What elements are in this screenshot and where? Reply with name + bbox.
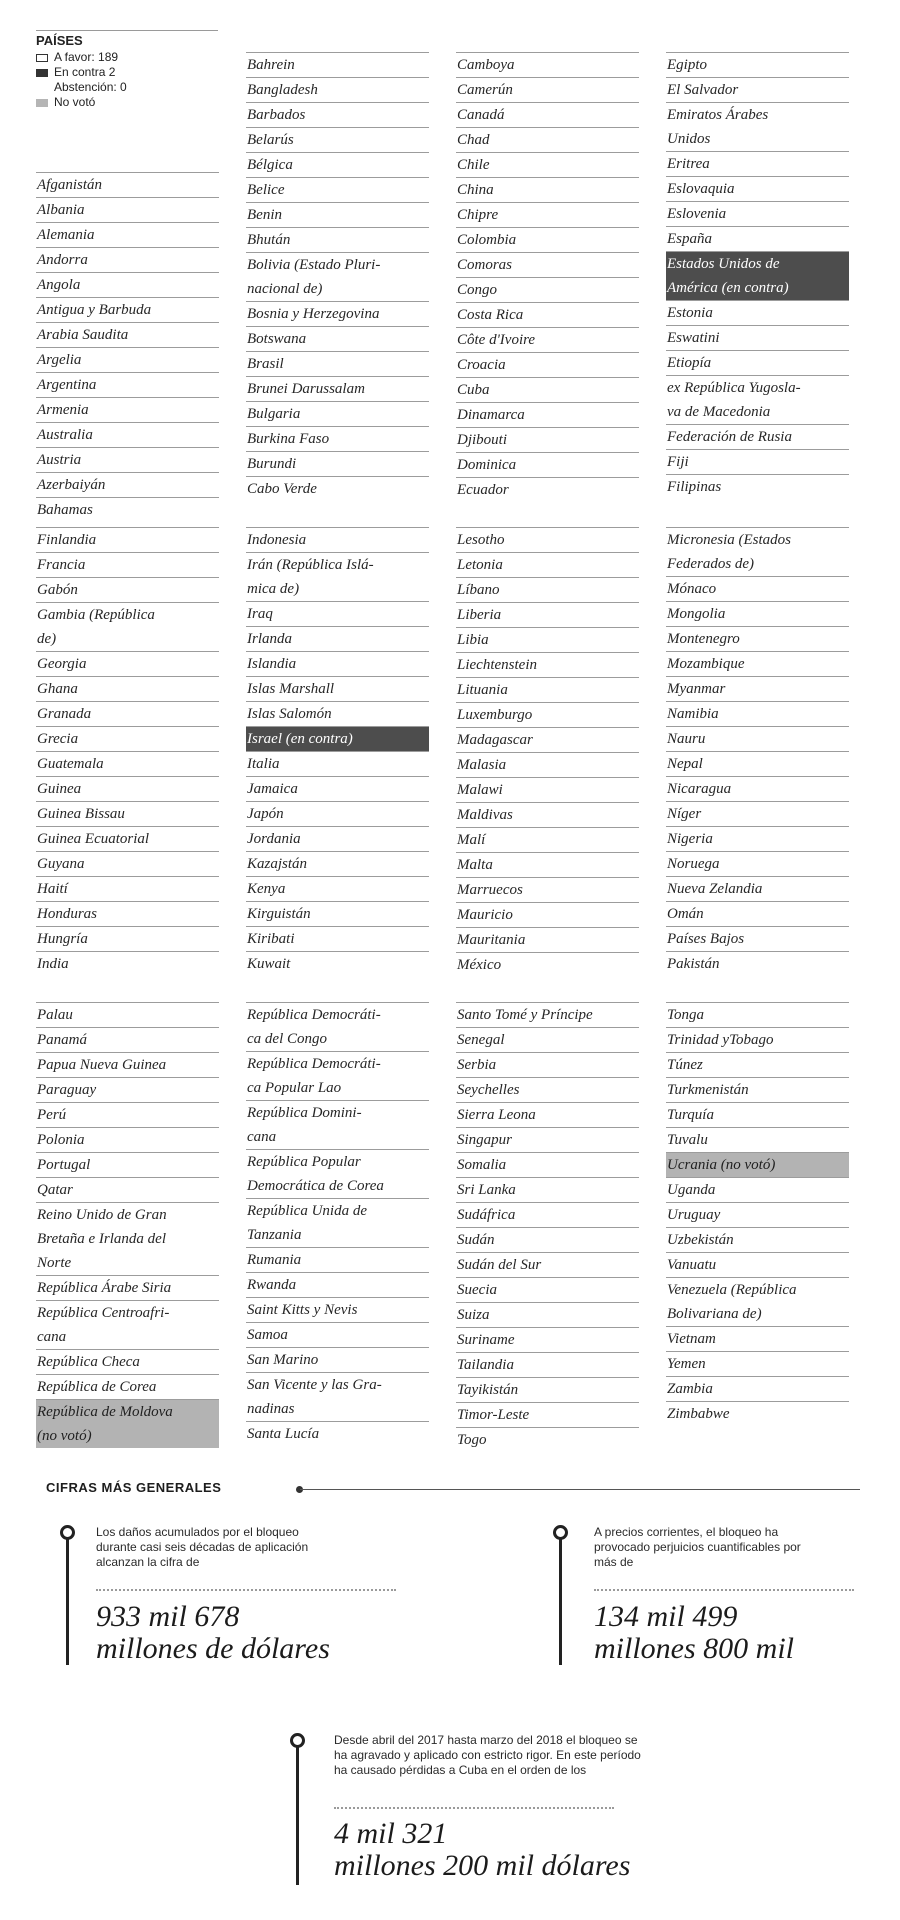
country-column bbox=[666, 1002, 849, 1426]
country-row: Guinea Bissau bbox=[36, 801, 219, 826]
legend-title: PAÍSES bbox=[36, 30, 218, 48]
country-row: Botswana bbox=[246, 326, 429, 351]
stat-description bbox=[334, 1733, 641, 1778]
country-row: Portugal bbox=[36, 1152, 219, 1177]
country-row: Uruguay bbox=[666, 1202, 849, 1227]
country-row: Guinea Ecuatorial bbox=[36, 826, 219, 851]
country-row: Bangladesh bbox=[246, 77, 429, 102]
country-row: Etiopía bbox=[666, 350, 849, 375]
figure-line: 4 mil 321 bbox=[334, 1817, 448, 1850]
country-row: Mauritania bbox=[456, 927, 639, 952]
white-square-icon bbox=[36, 54, 48, 62]
country-row: Vanuatu bbox=[666, 1252, 849, 1277]
country-row: Argentina bbox=[36, 372, 219, 397]
country-row: República Árabe Siria bbox=[36, 1275, 219, 1300]
country-row: Bretaña e Irlanda del bbox=[37, 1231, 167, 1247]
country-row: República Democráti- bbox=[246, 1051, 429, 1076]
country-row: Qatar bbox=[36, 1177, 219, 1202]
country-row: Islas Marshall bbox=[246, 676, 429, 701]
figure-line: 933 mil 678 bbox=[96, 1600, 240, 1633]
country-row: (no votó) bbox=[36, 1424, 219, 1448]
country-row: Tuvalu bbox=[666, 1127, 849, 1152]
summary-rule bbox=[300, 1489, 860, 1490]
country-row: Cuba bbox=[456, 377, 639, 402]
country-row: Ghana bbox=[36, 676, 219, 701]
country-row: Arabia Saudita bbox=[36, 322, 219, 347]
country-row: Rwanda bbox=[246, 1272, 429, 1297]
country-row: Burundi bbox=[246, 451, 429, 476]
country-row: Togo bbox=[456, 1427, 639, 1452]
legend-label: No votó bbox=[54, 95, 96, 109]
country-column bbox=[456, 527, 639, 977]
country-row: Reino Unido de Gran bbox=[36, 1202, 219, 1227]
country-row: va de Macedonia bbox=[667, 404, 771, 420]
country-row: Granada bbox=[36, 701, 219, 726]
country-row: República Unida de bbox=[246, 1198, 429, 1223]
country-row: Filipinas bbox=[666, 474, 849, 499]
country-row: Eslovenia bbox=[666, 201, 849, 226]
country-row: Emiratos Árabes bbox=[666, 102, 849, 127]
country-row: Paraguay bbox=[36, 1077, 219, 1102]
country-row: Pakistán bbox=[666, 951, 849, 976]
country-row: Azerbaiyán bbox=[36, 472, 219, 497]
country-row: Francia bbox=[36, 552, 219, 577]
country-row: Japón bbox=[246, 801, 429, 826]
country-row: Timor-Leste bbox=[456, 1402, 639, 1427]
country-row: Brunei Darussalam bbox=[246, 376, 429, 401]
country-row: Irlanda bbox=[246, 626, 429, 651]
country-row: Seychelles bbox=[456, 1077, 639, 1102]
country-row: Malí bbox=[456, 827, 639, 852]
country-row: Dinamarca bbox=[456, 402, 639, 427]
country-row: Uzbekistán bbox=[666, 1227, 849, 1252]
country-row: Sudán del Sur bbox=[456, 1252, 639, 1277]
country-row: Kirguistán bbox=[246, 901, 429, 926]
country-row: Trinidad yTobago bbox=[666, 1027, 849, 1052]
country-row: Nigeria bbox=[666, 826, 849, 851]
country-row: Benin bbox=[246, 202, 429, 227]
legend-item-no-voto bbox=[36, 95, 218, 110]
country-row: Italia bbox=[246, 751, 429, 776]
country-row: Comoras bbox=[456, 252, 639, 277]
country-row: Iraq bbox=[246, 601, 429, 626]
country-row: Eslovaquia bbox=[666, 176, 849, 201]
country-row: Sudáfrica bbox=[456, 1202, 639, 1227]
desc-line: A precios corrientes, el bloqueo ha bbox=[594, 1525, 779, 1539]
country-row: Sierra Leona bbox=[456, 1102, 639, 1127]
country-row: Canadá bbox=[456, 102, 639, 127]
desc-line: alcanzan la cifra de bbox=[96, 1555, 200, 1569]
country-row: Grecia bbox=[36, 726, 219, 751]
country-row: Democrática de Corea bbox=[247, 1178, 384, 1194]
country-row: Federación de Rusia bbox=[666, 424, 849, 449]
country-column bbox=[36, 172, 219, 522]
country-row: Sudán bbox=[456, 1227, 639, 1252]
pin-line bbox=[296, 1747, 299, 1885]
country-row: Tanzania bbox=[247, 1227, 302, 1243]
desc-line: ha causado pérdidas a Cuba en el orden de los bbox=[334, 1763, 587, 1777]
country-row: Tonga bbox=[666, 1002, 849, 1027]
country-row: Austria bbox=[36, 447, 219, 472]
country-row: Turkmenistán bbox=[666, 1077, 849, 1102]
legend-item-abstencion bbox=[36, 80, 218, 95]
country-row: Zimbabwe bbox=[666, 1401, 849, 1426]
country-row: Letonia bbox=[456, 552, 639, 577]
country-row: Afganistán bbox=[36, 172, 219, 197]
country-row: Uganda bbox=[666, 1177, 849, 1202]
country-row: Mozambique bbox=[666, 651, 849, 676]
country-row: América (en contra) bbox=[666, 276, 849, 300]
country-row: Bhután bbox=[246, 227, 429, 252]
country-row: Malta bbox=[456, 852, 639, 877]
country-row: México bbox=[456, 952, 639, 977]
legend-label: A favor: 189 bbox=[54, 50, 119, 64]
dotted-separator bbox=[594, 1589, 854, 1591]
country-row: Costa Rica bbox=[456, 302, 639, 327]
country-row: Eritrea bbox=[666, 151, 849, 176]
country-row: Armenia bbox=[36, 397, 219, 422]
country-row: República de Corea bbox=[36, 1374, 219, 1399]
country-row: República Popular bbox=[246, 1149, 429, 1174]
country-row: Bolivia (Estado Pluri- bbox=[246, 252, 429, 277]
country-row: República Democráti- bbox=[246, 1002, 429, 1027]
country-row: Albania bbox=[36, 197, 219, 222]
stat-figure bbox=[594, 1601, 794, 1665]
country-row: Chad bbox=[456, 127, 639, 152]
country-row: Liberia bbox=[456, 602, 639, 627]
country-row: Alemania bbox=[36, 222, 219, 247]
country-row: Andorra bbox=[36, 247, 219, 272]
country-row: de) bbox=[37, 631, 57, 647]
country-column bbox=[36, 527, 219, 976]
country-row: Nueva Zelandia bbox=[666, 876, 849, 901]
legend-label: En contra 2 bbox=[54, 65, 116, 79]
country-row: Guatemala bbox=[36, 751, 219, 776]
country-row: Senegal bbox=[456, 1027, 639, 1052]
country-row: Micronesia (Estados bbox=[666, 527, 849, 552]
country-row: Bahrein bbox=[246, 52, 429, 77]
country-column bbox=[666, 527, 849, 976]
country-row: Santo Tomé y Príncipe bbox=[456, 1002, 639, 1027]
pin-icon bbox=[60, 1525, 75, 1540]
country-row: Fiji bbox=[666, 449, 849, 474]
country-row: Mongolia bbox=[666, 601, 849, 626]
stat-description bbox=[96, 1525, 308, 1570]
country-row: Luxemburgo bbox=[456, 702, 639, 727]
country-row: Gabón bbox=[36, 577, 219, 602]
blank-swatch bbox=[36, 84, 48, 92]
country-row: Marruecos bbox=[456, 877, 639, 902]
dotted-separator bbox=[334, 1807, 614, 1809]
country-row: Suriname bbox=[456, 1327, 639, 1352]
gray-square-icon bbox=[36, 99, 48, 107]
country-row: República Centroafri- bbox=[36, 1300, 219, 1325]
legend-item-contra bbox=[36, 65, 218, 80]
country-row: Túnez bbox=[666, 1052, 849, 1077]
country-row: Singapur bbox=[456, 1127, 639, 1152]
country-column bbox=[456, 52, 639, 502]
country-row: ca del Congo bbox=[247, 1031, 327, 1047]
summary-title: CIFRAS MÁS GENERALES bbox=[46, 1480, 222, 1495]
country-row: Kazajstán bbox=[246, 851, 429, 876]
country-row: Kenya bbox=[246, 876, 429, 901]
country-row: Sri Lanka bbox=[456, 1177, 639, 1202]
country-row: Barbados bbox=[246, 102, 429, 127]
stat-damage-total bbox=[60, 1525, 420, 1665]
country-row: Montenegro bbox=[666, 626, 849, 651]
country-row: Tailandia bbox=[456, 1352, 639, 1377]
stat-damage-current-prices bbox=[553, 1525, 873, 1665]
country-row: Lituania bbox=[456, 677, 639, 702]
country-column bbox=[666, 52, 849, 499]
country-row: Noruega bbox=[666, 851, 849, 876]
stat-figure bbox=[334, 1818, 630, 1882]
stat-damage-2017-2018 bbox=[290, 1733, 710, 1883]
country-row: Madagascar bbox=[456, 727, 639, 752]
desc-line: Desde abril del 2017 hasta marzo del 2018 el bloqueo se bbox=[334, 1733, 638, 1747]
country-row: Angola bbox=[36, 272, 219, 297]
country-row: Mauricio bbox=[456, 902, 639, 927]
country-row: Lesotho bbox=[456, 527, 639, 552]
country-row: Argelia bbox=[36, 347, 219, 372]
country-row: Palau bbox=[36, 1002, 219, 1027]
country-row: Suiza bbox=[456, 1302, 639, 1327]
country-row: Venezuela (República bbox=[666, 1277, 849, 1302]
country-row: Estonia bbox=[666, 300, 849, 325]
country-row: Vietnam bbox=[666, 1326, 849, 1351]
country-row: Guyana bbox=[36, 851, 219, 876]
country-row: Serbia bbox=[456, 1052, 639, 1077]
country-row: Myanmar bbox=[666, 676, 849, 701]
country-row: Países Bajos bbox=[666, 926, 849, 951]
dotted-separator bbox=[96, 1589, 396, 1591]
country-row: Dominica bbox=[456, 452, 639, 477]
country-row: Colombia bbox=[456, 227, 639, 252]
country-row: Zambia bbox=[666, 1376, 849, 1401]
country-row: Suecia bbox=[456, 1277, 639, 1302]
country-row: Libia bbox=[456, 627, 639, 652]
country-row: Ecuador bbox=[456, 477, 639, 502]
country-row: España bbox=[666, 226, 849, 251]
country-row: Santa Lucía bbox=[246, 1421, 429, 1446]
country-row: Hungría bbox=[36, 926, 219, 951]
country-row: Finlandia bbox=[36, 527, 219, 552]
country-row: Croacia bbox=[456, 352, 639, 377]
desc-line: provocado perjuicios cuantificables por bbox=[594, 1540, 801, 1554]
country-row: Brasil bbox=[246, 351, 429, 376]
country-row: mica de) bbox=[247, 581, 300, 597]
stat-description bbox=[594, 1525, 801, 1570]
country-row: Cabo Verde bbox=[246, 476, 429, 501]
pin-icon bbox=[290, 1733, 305, 1748]
country-row: Turquía bbox=[666, 1102, 849, 1127]
country-row: Saint Kitts y Nevis bbox=[246, 1297, 429, 1322]
country-row: Chipre bbox=[456, 202, 639, 227]
country-row: Níger bbox=[666, 801, 849, 826]
country-row: Líbano bbox=[456, 577, 639, 602]
country-row: Yemen bbox=[666, 1351, 849, 1376]
country-row: Namibia bbox=[666, 701, 849, 726]
desc-line: más de bbox=[594, 1555, 634, 1569]
country-row: Georgia bbox=[36, 651, 219, 676]
country-row: República Checa bbox=[36, 1349, 219, 1374]
country-row: nadinas bbox=[247, 1401, 295, 1417]
country-row: Kiribati bbox=[246, 926, 429, 951]
country-row: Bosnia y Herzegovina bbox=[246, 301, 429, 326]
country-row: Bolivariana de) bbox=[667, 1306, 762, 1322]
country-row: Antigua y Barbuda bbox=[36, 297, 219, 322]
country-row: Malawi bbox=[456, 777, 639, 802]
country-row: cana bbox=[37, 1329, 67, 1345]
country-row: Burkina Faso bbox=[246, 426, 429, 451]
country-row: Samoa bbox=[246, 1322, 429, 1347]
country-row: Maldivas bbox=[456, 802, 639, 827]
country-row: Tayikistán bbox=[456, 1377, 639, 1402]
country-row: Djibouti bbox=[456, 427, 639, 452]
country-row: Jamaica bbox=[246, 776, 429, 801]
country-row: Islas Salomón bbox=[246, 701, 429, 726]
country-row: Ucrania (no votó) bbox=[666, 1152, 849, 1177]
country-row: ca Popular Lao bbox=[247, 1080, 342, 1096]
country-row: cana bbox=[247, 1129, 277, 1145]
country-row: nacional de) bbox=[247, 281, 323, 297]
country-row: ex República Yugosla- bbox=[666, 375, 849, 400]
country-row: San Vicente y las Gra- bbox=[246, 1372, 429, 1397]
country-row: Chile bbox=[456, 152, 639, 177]
country-row: Unidos bbox=[667, 131, 711, 147]
country-row: Jordania bbox=[246, 826, 429, 851]
country-row: Gambia (República bbox=[36, 602, 219, 627]
pin-line bbox=[66, 1539, 69, 1665]
legend-item-favor bbox=[36, 50, 218, 65]
country-row: Egipto bbox=[666, 52, 849, 77]
country-row: Perú bbox=[36, 1102, 219, 1127]
country-row: Honduras bbox=[36, 901, 219, 926]
country-row: El Salvador bbox=[666, 77, 849, 102]
figure-line: millones 200 mil dólares bbox=[334, 1849, 631, 1882]
country-row: Nauru bbox=[666, 726, 849, 751]
country-row: Nepal bbox=[666, 751, 849, 776]
country-column bbox=[246, 52, 429, 501]
dark-square-icon bbox=[36, 69, 48, 77]
figure-line: millones 800 mil bbox=[594, 1632, 794, 1665]
country-column bbox=[36, 1002, 219, 1448]
country-row: Australia bbox=[36, 422, 219, 447]
stat-figure bbox=[96, 1601, 330, 1665]
country-row: Guinea bbox=[36, 776, 219, 801]
country-row: Liechtenstein bbox=[456, 652, 639, 677]
country-row: Indonesia bbox=[246, 527, 429, 552]
country-row: Panamá bbox=[36, 1027, 219, 1052]
country-row: Rumania bbox=[246, 1247, 429, 1272]
country-row: San Marino bbox=[246, 1347, 429, 1372]
country-row: Bélgica bbox=[246, 152, 429, 177]
country-row: Nicaragua bbox=[666, 776, 849, 801]
country-row: República de Moldova bbox=[36, 1399, 219, 1424]
country-column bbox=[246, 527, 429, 976]
country-row: China bbox=[456, 177, 639, 202]
country-row: Papua Nueva Guinea bbox=[36, 1052, 219, 1077]
country-row: Somalia bbox=[456, 1152, 639, 1177]
country-row: Irán (República Islá- bbox=[246, 552, 429, 577]
pin-line bbox=[559, 1539, 562, 1665]
country-row: Belice bbox=[246, 177, 429, 202]
country-row: Federados de) bbox=[667, 556, 755, 572]
country-column bbox=[246, 1002, 429, 1446]
desc-line: ha agravado y aplicado con estricto rigor. En este período bbox=[334, 1748, 641, 1762]
country-row: Mónaco bbox=[666, 576, 849, 601]
country-row: Côte d'Ivoire bbox=[456, 327, 639, 352]
country-row: Bulgaria bbox=[246, 401, 429, 426]
country-row: Omán bbox=[666, 901, 849, 926]
figure-line: 134 mil 499 bbox=[594, 1600, 738, 1633]
country-row: Israel (en contra) bbox=[246, 726, 429, 751]
country-row: Camboya bbox=[456, 52, 639, 77]
country-row: Camerún bbox=[456, 77, 639, 102]
country-row: Polonia bbox=[36, 1127, 219, 1152]
country-row: Malasia bbox=[456, 752, 639, 777]
desc-line: durante casi seis décadas de aplicación bbox=[96, 1540, 309, 1554]
desc-line: Los daños acumulados por el bloqueo bbox=[96, 1525, 299, 1539]
country-row: Norte bbox=[37, 1255, 72, 1271]
country-column bbox=[456, 1002, 639, 1452]
country-row: Belarús bbox=[246, 127, 429, 152]
country-row: Islandia bbox=[246, 651, 429, 676]
country-row: Bahamas bbox=[36, 497, 219, 522]
country-row: Eswatini bbox=[666, 325, 849, 350]
country-row: Kuwait bbox=[246, 951, 429, 976]
country-row: Congo bbox=[456, 277, 639, 302]
country-row: Estados Unidos de bbox=[666, 251, 849, 276]
country-row: República Domini- bbox=[246, 1100, 429, 1125]
figure-line: millones de dólares bbox=[96, 1632, 330, 1665]
legend-label: Abstención: 0 bbox=[54, 80, 127, 94]
country-row: Haití bbox=[36, 876, 219, 901]
vote-legend bbox=[36, 30, 218, 110]
pin-icon bbox=[553, 1525, 568, 1540]
country-row: India bbox=[36, 951, 219, 976]
